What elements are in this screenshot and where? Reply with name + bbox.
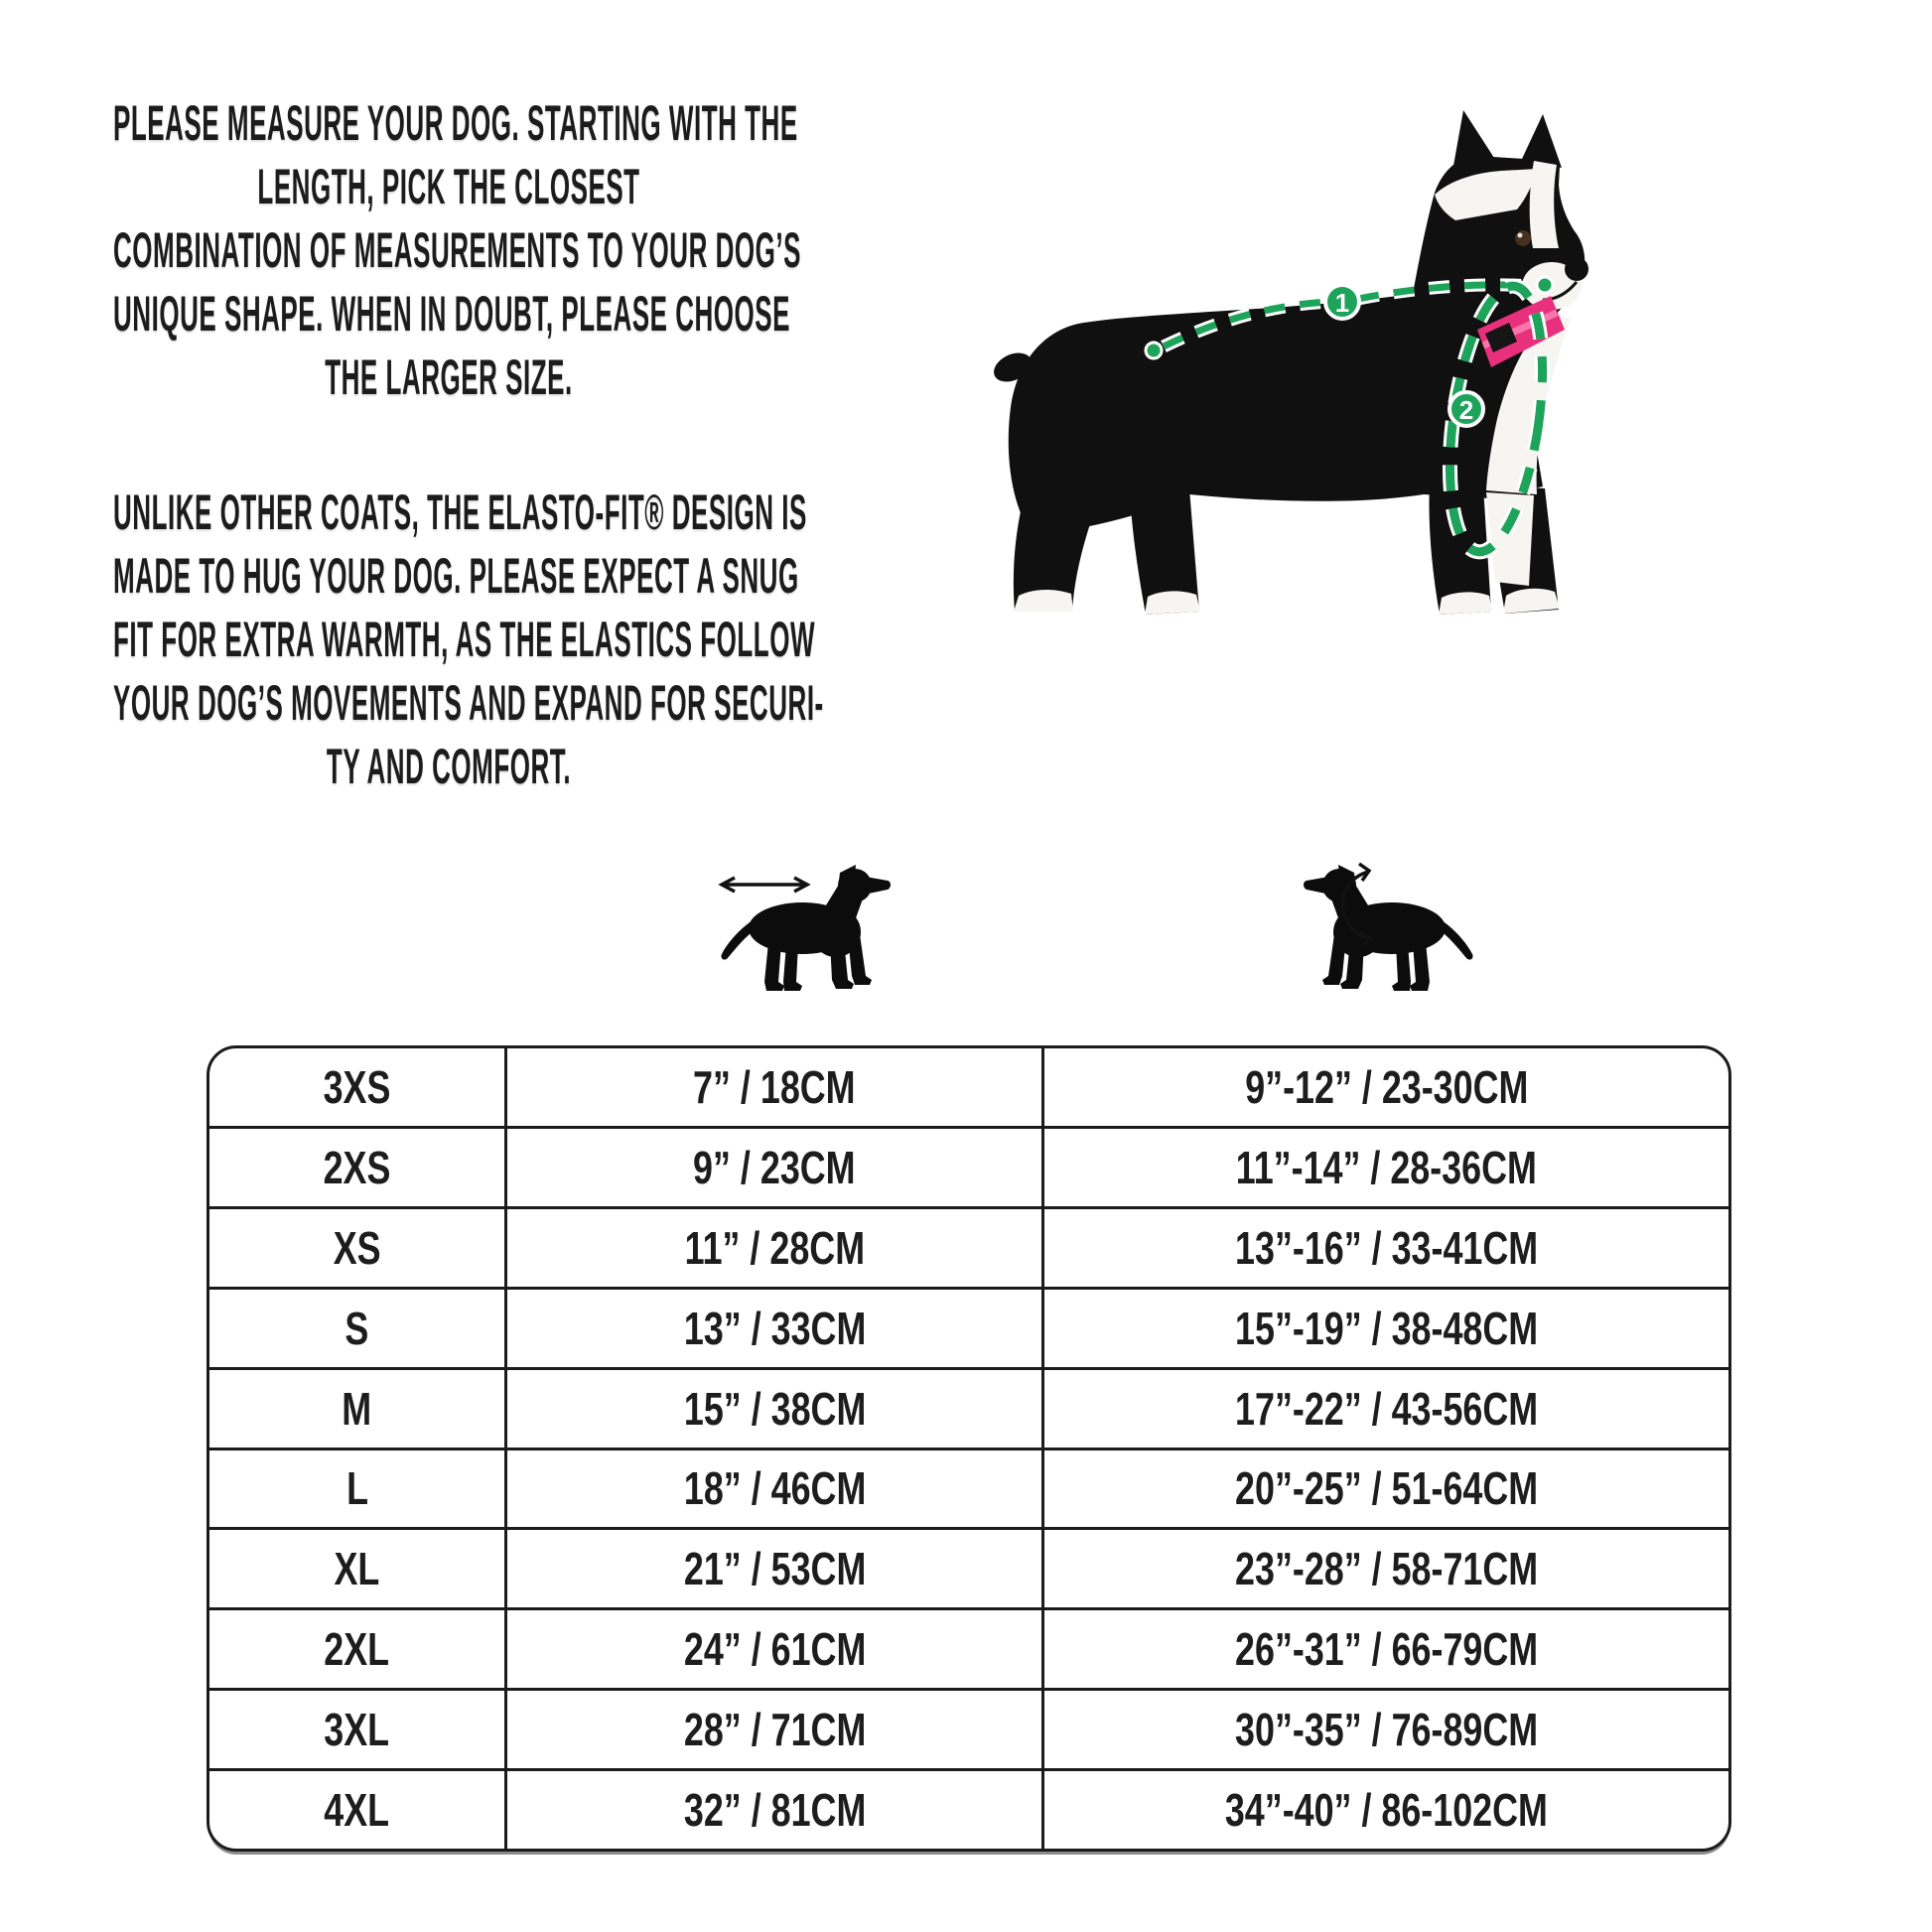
girth-cell: 23”-28” / 58-71CM bbox=[1041, 1530, 1728, 1607]
girth-cell: 13”-16” / 33-41CM bbox=[1041, 1209, 1728, 1287]
intro-line: UNLIKE OTHER COATS, THE ELASTO-FIT® DESIGN IS bbox=[113, 484, 807, 540]
length-cell: 24” / 61CM bbox=[504, 1610, 1041, 1688]
marker-1-label: 1 bbox=[1334, 288, 1350, 318]
length-cell: 7” / 18CM bbox=[504, 1048, 1041, 1126]
table-row bbox=[209, 1688, 1728, 1768]
size-cell: M bbox=[342, 1382, 372, 1435]
dog-eye bbox=[1515, 230, 1531, 246]
girth-cell: 17”-22” / 43-56CM bbox=[1041, 1370, 1728, 1448]
intro-line: COMBINATION OF MEASUREMENTS TO YOUR DOG’S bbox=[113, 222, 802, 278]
size-cell: S bbox=[345, 1302, 369, 1354]
size-cell: 3XL bbox=[324, 1704, 390, 1756]
intro-line: YOUR DOG’S MOVEMENTS AND EXPAND FOR SECURI- bbox=[113, 675, 824, 731]
table-row bbox=[209, 1527, 1728, 1607]
dog-measurement-photo bbox=[894, 69, 1588, 645]
table-row bbox=[209, 1448, 1728, 1528]
table-row bbox=[209, 1287, 1728, 1367]
table-row bbox=[209, 1367, 1728, 1448]
marker-2-label: 2 bbox=[1458, 395, 1474, 425]
girth-cell: 11”-14” / 28-36CM bbox=[1041, 1129, 1728, 1206]
girth-cell: 30”-35” / 76-89CM bbox=[1041, 1691, 1728, 1768]
intro-line: FIT FOR EXTRA WARMTH, AS THE ELASTICS FOLLOW bbox=[113, 612, 816, 667]
girth-cell: 15”-19” / 38-48CM bbox=[1041, 1290, 1728, 1367]
girth-cell: 20”-25” / 51-64CM bbox=[1041, 1450, 1728, 1528]
girth-cell: 9”-12” / 23-30CM bbox=[1041, 1048, 1728, 1126]
size-cell: L bbox=[345, 1462, 368, 1515]
length-cell: 11” / 28CM bbox=[504, 1209, 1041, 1287]
length-cell: 9” / 23CM bbox=[504, 1129, 1041, 1206]
table-row bbox=[209, 1607, 1728, 1688]
table-row bbox=[209, 1126, 1728, 1206]
dog-ear-left bbox=[1453, 110, 1494, 166]
intro-line: LENGTH, PICK THE CLOSEST bbox=[257, 159, 640, 214]
size-cell: 2XS bbox=[323, 1141, 391, 1193]
dog-nose bbox=[1565, 257, 1588, 281]
intro-paragraph-2 bbox=[113, 481, 824, 798]
intro-text-block bbox=[113, 91, 824, 798]
length-cell: 18” / 46CM bbox=[504, 1450, 1041, 1528]
boston-terrier-illustration bbox=[894, 69, 1588, 645]
dog-length-arrow-icon bbox=[675, 847, 898, 1006]
size-table bbox=[207, 1045, 1731, 1852]
length-cell: 21” / 53CM bbox=[504, 1530, 1041, 1607]
girth-cell: 34”-40” / 86-102CM bbox=[1041, 1771, 1728, 1849]
length-double-arrow bbox=[722, 878, 807, 892]
intro-line: THE LARGER SIZE. bbox=[325, 349, 573, 405]
size-cell: 2XL bbox=[324, 1623, 390, 1676]
size-cell: 4XL bbox=[324, 1784, 390, 1837]
size-cell: 3XS bbox=[323, 1060, 391, 1113]
size-cell: XL bbox=[334, 1543, 380, 1595]
length-cell: 15” / 38CM bbox=[504, 1370, 1041, 1448]
intro-line: PLEASE MEASURE YOUR DOG. STARTING WITH THE bbox=[113, 95, 798, 151]
girth-cell: 26”-31” / 66-79CM bbox=[1041, 1610, 1728, 1688]
intro-line: TY AND COMFORT. bbox=[326, 739, 572, 794]
dog-girth-arrow-icon bbox=[1281, 847, 1489, 1006]
intro-line: MADE TO HUG YOUR DOG. PLEASE EXPECT A SNUG bbox=[113, 548, 799, 604]
size-cell: XS bbox=[333, 1221, 381, 1274]
length-cell: 28” / 71CM bbox=[504, 1691, 1041, 1768]
intro-paragraph-1 bbox=[113, 91, 802, 409]
table-row bbox=[209, 1206, 1728, 1287]
length-cell: 32” / 81CM bbox=[504, 1771, 1041, 1849]
table-row bbox=[209, 1768, 1728, 1849]
table-row bbox=[209, 1048, 1728, 1126]
intro-line: UNIQUE SHAPE. WHEN IN DOUBT, PLEASE CHOOSE bbox=[113, 286, 791, 342]
dog-ear-right bbox=[1522, 114, 1562, 168]
length-cell: 13” / 33CM bbox=[504, 1290, 1041, 1367]
